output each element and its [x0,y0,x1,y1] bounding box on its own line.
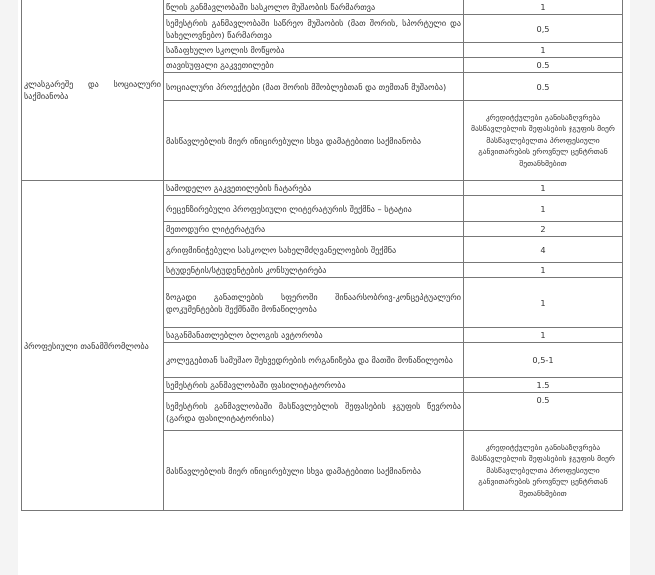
credit-value: 1 [464,43,623,58]
credit-note: კრედიტქულები განისაზღვრება მასწავლებლის შეფასების ჯგუფის მიერ მასწავლებელთა პროფესიული განვითარების ეროვნულ ცენტრთან შეთანხმებით [464,101,623,181]
activity-description: მეთოდური ლიტერატურა [164,222,464,237]
credit-value: 0,5-1 [464,343,623,378]
credit-value: 2 [464,222,623,237]
credit-points-table [21,0,623,511]
activity-description: კოლეგებთან სამუშაო შეხვედრების ორგანიზება და მათში მონაწილეობა [164,343,464,378]
activity-description: სემესტრის განმავლობაში მასწავლებლის შეფასების ჯგუფის წევრობა (გარდა ფასილიტატორისა) [164,393,464,431]
activity-description: მასწავლებლის მიერ ინიცირებული სხვა დამატებითი საქმიანობა [164,431,464,511]
credit-value: 1 [464,0,623,15]
credit-value: 1.5 [464,378,623,393]
credit-note: კრედიტქულები განისაზღვრება მასწავლებლის შეფასების ჯგუფის მიერ მასწავლებელთა პროფესიული განვითარების ეროვნულ ცენტრთან შეთანხმებით [464,431,623,511]
document-page [18,0,630,575]
activity-description: ზოგადი განათლების სფეროში შინაარსობრივ-კონცეპტუალური დოკუმენტების შექმნაში მონაწილეობა [164,278,464,328]
activity-description: საზაფხულო სკოლის მოწყობა [164,43,464,58]
credit-value: 1 [464,196,623,222]
credit-value: 0.5 [464,393,623,431]
table-body [22,0,623,511]
credit-value: 1 [464,263,623,278]
table-row [22,181,623,196]
activity-description: გრიფმინიჭებული სასკოლო სახელმძღვანელოების შექმნა [164,237,464,263]
activity-description: სემესტრის განმავლობაში საწრეო მუშაობის (მათ შორის, სპორტული და სახელოვნებო) წარმართვა [164,15,464,43]
table-row [22,0,623,15]
category-cell: პროფესიული თანამშრომლობა [22,181,164,511]
credit-value: 1 [464,278,623,328]
activity-description: სამოდელო გაკვეთილების ჩატარება [164,181,464,196]
activity-description: სოციალური პროექტები (მათ შორის მშობლებთან და თემთან მუშაობა) [164,73,464,101]
category-cell: კლასგარეშე და სოციალური საქმიანობა [22,0,164,181]
activity-description: რეცენზირებული პროფესიული ლიტერატურის შექმნა – სტატია [164,196,464,222]
activity-description: მასწავლებლის მიერ ინიცირებული სხვა დამატებითი საქმიანობა [164,101,464,181]
credit-value: 4 [464,237,623,263]
credit-value: 0.5 [464,58,623,73]
credit-value: 1 [464,181,623,196]
credit-value: 0,5 [464,15,623,43]
activity-description: თავისუფალი გაკვეთილები [164,58,464,73]
activity-description: საგანმანათლებლო ბლოგის ავტორობა [164,328,464,343]
credit-value: 0.5 [464,73,623,101]
activity-description: წლის განმავლობაში სასკოლო მუშაობის წარმართვა [164,0,464,15]
activity-description: სემესტრის განმავლობაში ფასილიტატორობა [164,378,464,393]
activity-description: სტუდენტის/სტუდენტების კონსულტირება [164,263,464,278]
credit-value: 1 [464,328,623,343]
